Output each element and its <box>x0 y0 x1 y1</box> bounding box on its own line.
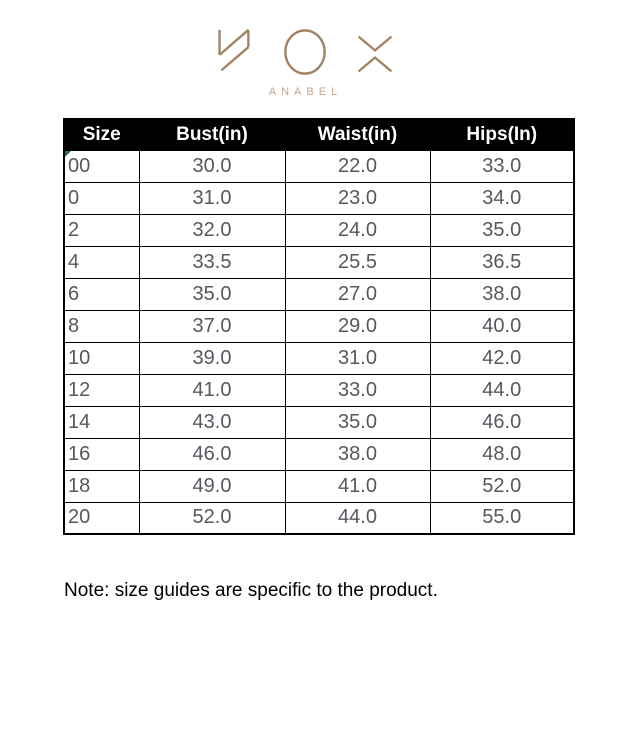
logo-letter-o-icon <box>282 28 328 76</box>
size-table-body <box>64 150 574 534</box>
size-cell: 16 <box>64 438 139 470</box>
table-row <box>64 278 574 310</box>
table-row <box>64 470 574 502</box>
measurement-cell: 48.0 <box>430 438 574 470</box>
measurement-cell: 43.0 <box>139 406 285 438</box>
size-cell: 6 <box>64 278 139 310</box>
measurement-cell: 29.0 <box>285 310 430 342</box>
brand-logo-letters <box>211 26 395 78</box>
size-cell: 10 <box>64 342 139 374</box>
measurement-cell: 55.0 <box>430 502 574 534</box>
table-row <box>64 214 574 246</box>
measurement-cell: 32.0 <box>139 214 285 246</box>
measurement-cell: 52.0 <box>139 502 285 534</box>
column-header: Hips(In) <box>430 119 574 150</box>
table-row <box>64 374 574 406</box>
size-cell: 00 <box>64 150 139 182</box>
measurement-cell: 40.0 <box>430 310 574 342</box>
table-row <box>64 406 574 438</box>
measurement-cell: 25.5 <box>285 246 430 278</box>
measurement-cell: 41.0 <box>285 470 430 502</box>
brand-logo <box>211 26 395 98</box>
logo-letter-n-icon <box>211 28 255 76</box>
size-cell: 20 <box>64 502 139 534</box>
measurement-cell: 38.0 <box>430 278 574 310</box>
measurement-cell: 44.0 <box>285 502 430 534</box>
size-cell: 14 <box>64 406 139 438</box>
column-header: Bust(in) <box>139 119 285 150</box>
table-row <box>64 342 574 374</box>
logo-letter-x-icon <box>355 33 395 75</box>
size-cell: 2 <box>64 214 139 246</box>
measurement-cell: 22.0 <box>285 150 430 182</box>
measurement-cell: 39.0 <box>139 342 285 374</box>
measurement-cell: 44.0 <box>430 374 574 406</box>
measurement-cell: 33.0 <box>285 374 430 406</box>
measurement-cell: 33.5 <box>139 246 285 278</box>
table-row <box>64 310 574 342</box>
column-header: Size <box>64 119 139 150</box>
size-guide-note: Note: size guides are specific to the product. <box>64 580 438 601</box>
size-cell: 12 <box>64 374 139 406</box>
measurement-cell: 49.0 <box>139 470 285 502</box>
measurement-cell: 38.0 <box>285 438 430 470</box>
measurement-cell: 33.0 <box>430 150 574 182</box>
measurement-cell: 46.0 <box>139 438 285 470</box>
size-cell: 18 <box>64 470 139 502</box>
measurement-cell: 36.5 <box>430 246 574 278</box>
table-row <box>64 246 574 278</box>
size-cell: 4 <box>64 246 139 278</box>
table-row <box>64 438 574 470</box>
measurement-cell: 31.0 <box>139 182 285 214</box>
size-guide-table <box>63 118 575 535</box>
measurement-cell: 35.0 <box>430 214 574 246</box>
measurement-cell: 23.0 <box>285 182 430 214</box>
brand-logo-subtext: ANABEL <box>268 86 343 98</box>
cell-comment-marker-icon <box>65 151 71 157</box>
table-row <box>64 150 574 182</box>
table-row <box>64 182 574 214</box>
table-row <box>64 502 574 534</box>
table-header-row <box>64 119 574 150</box>
column-header: Waist(in) <box>285 119 430 150</box>
measurement-cell: 37.0 <box>139 310 285 342</box>
measurement-cell: 41.0 <box>139 374 285 406</box>
measurement-cell: 35.0 <box>285 406 430 438</box>
measurement-cell: 27.0 <box>285 278 430 310</box>
measurement-cell: 24.0 <box>285 214 430 246</box>
measurement-cell: 30.0 <box>139 150 285 182</box>
size-cell: 0 <box>64 182 139 214</box>
measurement-cell: 46.0 <box>430 406 574 438</box>
measurement-cell: 31.0 <box>285 342 430 374</box>
measurement-cell: 42.0 <box>430 342 574 374</box>
size-cell: 8 <box>64 310 139 342</box>
measurement-cell: 52.0 <box>430 470 574 502</box>
measurement-cell: 34.0 <box>430 182 574 214</box>
measurement-cell: 35.0 <box>139 278 285 310</box>
